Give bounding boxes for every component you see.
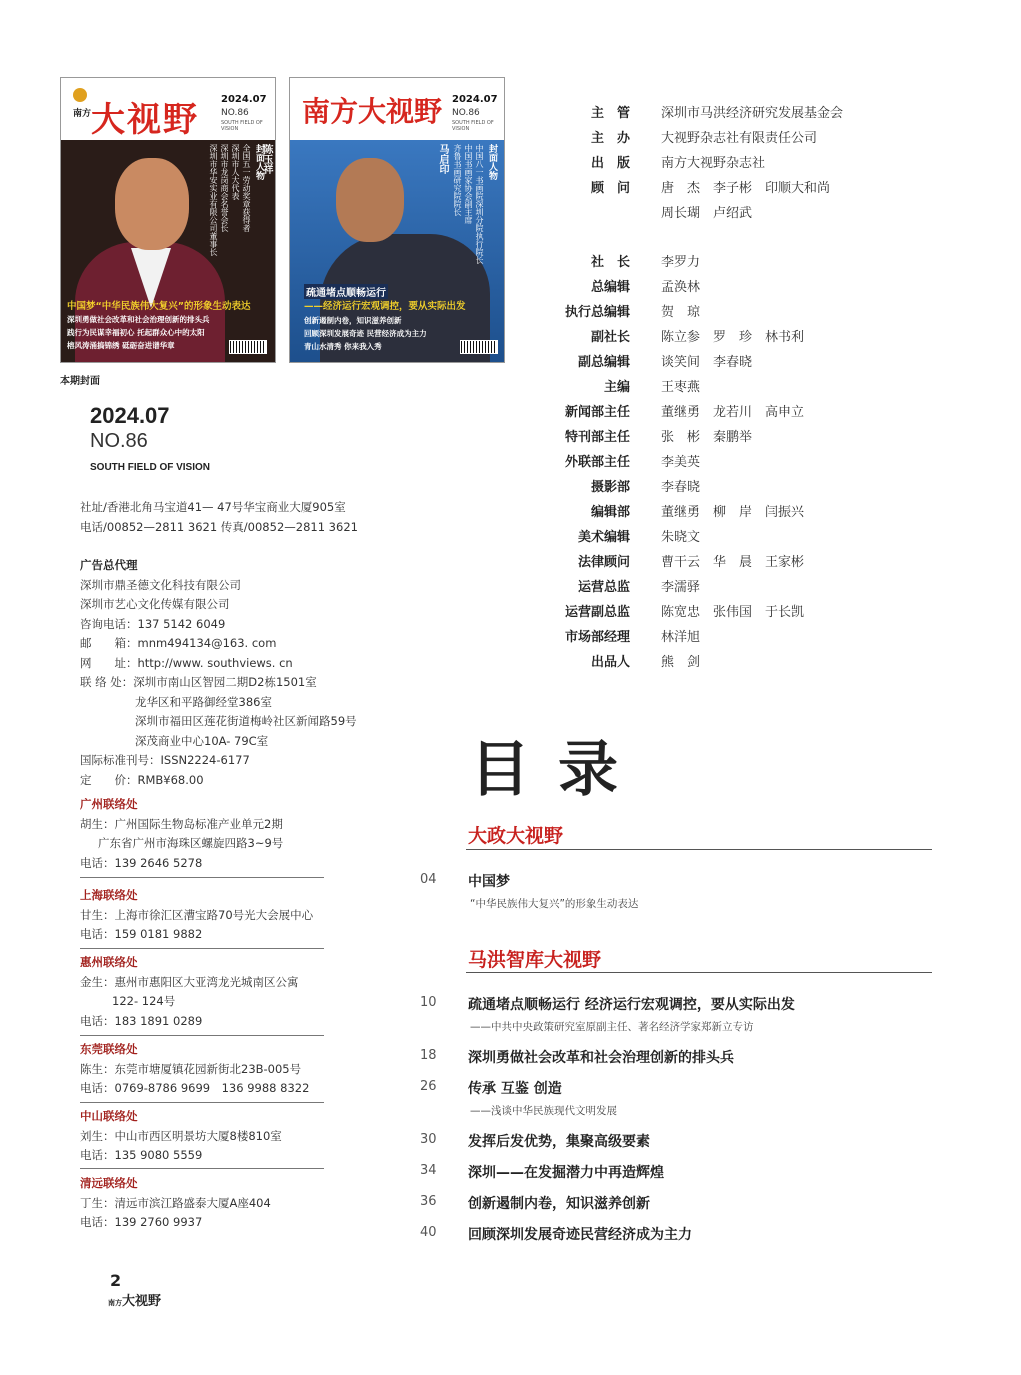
staff-names: 李濡驿 [661, 580, 701, 595]
staff-names: 李罗力 [661, 255, 701, 270]
toc-page-number: 30 [420, 1132, 437, 1147]
cover-side-line: 封面人物 [487, 144, 497, 180]
toc-item-subtitle: ——中共中央政策研究室原副主任、著名经济学家郑新立专访 [470, 1021, 754, 1033]
staff-names: 南方大视野杂志社 [661, 156, 766, 171]
staff-names: 孟涣林 [661, 280, 701, 295]
toc-item-title[interactable]: 疏通堵点顺畅运行 经济运行宏观调控，要从实际出发 [468, 997, 795, 1013]
branch-phone: 电话：159 0181 9882 [80, 927, 203, 941]
cover-headline: 疏通堵点顺畅运行 [304, 284, 388, 299]
divider [80, 877, 324, 878]
ads-line: 邮 箱：mnm494134@163. com [80, 636, 277, 650]
cover-side-line: 齐鲁书画研究院院长 [453, 144, 462, 216]
divider [80, 1035, 324, 1036]
staff-role: 主 办 [590, 131, 630, 146]
branch-title: 中山联络处 [80, 1109, 138, 1123]
staff-names: 朱晓文 [661, 530, 701, 545]
cover-side-line: 全国五一劳动奖章获得者 [242, 144, 251, 232]
cover-side-text [452, 144, 463, 216]
staff-role: 出品人 [590, 655, 630, 670]
staff-role: 执行总编辑 [564, 305, 630, 320]
cover-side-line: 封面人物 [254, 144, 264, 180]
divider [80, 948, 324, 949]
cover-headline: 中国梦“中华民族伟大复兴”的形象生动表达 [67, 301, 251, 312]
cover-line: 践行为民谋幸福初心 托起群众心中的太阳 [67, 328, 205, 337]
footer-logo-small: 南方 [108, 1298, 122, 1307]
branch-phone: 电话：139 2646 5278 [80, 855, 203, 870]
staff-role: 新闻部主任 [564, 405, 630, 420]
staff-names: 深圳市马洪经济研究发展基金会 [661, 106, 844, 121]
toc-item-title[interactable]: 深圳勇做社会改革和社会治理创新的排头兵 [468, 1050, 734, 1066]
divider [466, 849, 932, 850]
cover-side-line: 中国八一书画院深圳分院执行院长 [475, 144, 484, 264]
toc-title: 目录 [470, 735, 646, 805]
cover-side-text [219, 144, 230, 232]
staff-role: 顾 问 [590, 181, 630, 196]
cover-line: 深圳勇做社会改革和社会治理创新的排头兵 [67, 315, 210, 324]
staff-role: 特刊部主任 [564, 430, 630, 445]
ads-line: 国际标准刊号：ISSN2224-6177 [80, 753, 250, 767]
issue-date: 2024.07 [90, 403, 170, 428]
staff-role: 摄影部 [590, 480, 630, 495]
cover-person-name [261, 144, 272, 174]
staff-role: 外联部主任 [564, 455, 630, 470]
toc-item-title[interactable]: 发挥后发优势，集聚高级要素 [468, 1134, 650, 1150]
ads-line: 深圳市鼎圣德文化科技有限公司 [80, 577, 241, 592]
ads-line: 深圳市艺心文化传媒有限公司 [80, 597, 230, 611]
contact-address: 社址/香港北角马宝道41— 47号华宝商业大厦905室 [80, 500, 346, 514]
staff-role: 美术编辑 [577, 530, 630, 545]
branch-title: 上海联络处 [80, 888, 138, 902]
cover-side-text [474, 144, 485, 264]
cover-side-line: 深圳市龙岗商会名誉会长 [220, 144, 229, 232]
staff-names: 陈宽忠 张伟国 于长凯 [661, 605, 805, 620]
branch-shanghai [80, 886, 324, 945]
cover-side-text [463, 144, 474, 224]
toc-page-number: 40 [420, 1225, 437, 1240]
branch-title: 东莞联络处 [80, 1042, 138, 1056]
ads-line: 网 址：http://www. southviews. cn [80, 655, 293, 670]
issue-english-title: SOUTH FIELD OF VISION [90, 462, 211, 473]
branch-line: 广东省广州市海珠区螺旋四路3~9号 [98, 836, 284, 850]
cover-date: 2024.07 [221, 94, 267, 105]
portrait-head [115, 158, 189, 250]
branch-zhongshan [80, 1107, 324, 1166]
toc-item-title[interactable]: 回顾深圳发展奇迹民营经济成为主力 [468, 1227, 692, 1243]
staff-names: 谈笑间 李春晓 [661, 355, 753, 370]
cover-side-text [486, 144, 497, 180]
toc-section-head[interactable]: 马洪智库大视野 [468, 949, 602, 971]
toc-page-number: 36 [420, 1194, 437, 1209]
staff-role: 市场部经理 [564, 630, 630, 645]
cover-image-2[interactable] [289, 77, 505, 363]
barcode-icon [460, 340, 498, 354]
branch-line: 胡生：广州国际生物岛标准产业单元2期 [80, 816, 283, 831]
toc-item-subtitle: ——浅谈中华民族现代文明发展 [470, 1105, 617, 1117]
staff-role: 副总编辑 [577, 355, 630, 370]
ads-line: 深茂商业中心10A- 79C室 [135, 733, 269, 748]
staff-role: 运营总监 [577, 580, 630, 595]
branch-title: 清远联络处 [80, 1176, 138, 1190]
cover-subheadline: ——经济运行宏观调控，要从实际出发 [304, 301, 466, 312]
divider [466, 972, 932, 973]
staff-names: 李春晓 [661, 480, 701, 495]
ads-line: 联 络 处：深圳市南山区智园二期D2栋1501室 [80, 675, 317, 689]
cover-side-text [208, 144, 219, 256]
cover-logo: 大视野 [91, 100, 199, 140]
staff-names: 董继勇 柳 岸 闫振兴 [661, 505, 805, 520]
issue-number: NO.86 [90, 430, 148, 452]
staff-names: 董继勇 龙若川 高申立 [661, 405, 805, 420]
toc-section-head[interactable]: 大政大视野 [468, 825, 564, 847]
branch-huizhou [80, 953, 324, 1031]
branch-phone: 电话：0769-8786 9699 136 9988 8322 [80, 1081, 310, 1095]
staff-names: 曹干云 华 晨 王家彬 [661, 555, 805, 570]
toc-page-number: 18 [420, 1048, 437, 1063]
branch-line: 陈生：东莞市塘厦镇花园新街北23B-005号 [80, 1061, 302, 1076]
branch-phone: 电话：135 9080 5559 [80, 1148, 203, 1162]
divider [80, 1102, 324, 1103]
footer-logo [108, 1290, 161, 1309]
branch-guangzhou [80, 795, 324, 873]
ads-line: 龙华区和平路御经堂386室 [135, 694, 272, 709]
staff-role: 主编 [603, 380, 630, 395]
branch-phone: 电话：139 2760 9937 [80, 1215, 203, 1229]
contact-block [80, 498, 358, 537]
staff-names: 王枣燕 [661, 380, 701, 395]
staff-names: 张 彬 秦鹏举 [661, 430, 753, 445]
cover-issue-no: NO.86 [221, 108, 249, 118]
branch-phone: 电话：183 1891 0289 [80, 1013, 203, 1028]
cover-line: 创新遏制内卷，知识滋养创新 [304, 316, 402, 325]
staff-role: 总编辑 [590, 280, 630, 295]
cover-eng-title: SOUTH FIELD OF VISION [221, 120, 263, 132]
brand-mark-icon [73, 88, 87, 102]
cover-side-line: 深圳市人大代表 [231, 144, 240, 200]
staff-names: 周长瑚 卢绍武 [661, 206, 753, 221]
toc-item-subtitle: “中华民族伟大复兴”的形象生动表达 [470, 898, 639, 910]
branch-line: 丁生：清远市滨江路盛泰大厦A座404 [80, 1195, 271, 1210]
cover-line: 榕风涛涌搞锦绣 砥砺奋进谱华章 [67, 341, 175, 350]
staff-names: 林洋旭 [661, 630, 701, 645]
toc-item-title[interactable]: 传承 互鉴 创造 [468, 1081, 562, 1097]
cover-line: 回顾深圳发展奇迹 民营经济成为主力 [304, 329, 427, 338]
cover-side-text [230, 144, 241, 200]
cover-logo: 南方大视野 [302, 95, 443, 128]
toc-page-number: 26 [420, 1079, 437, 1094]
branch-line: 122- 124号 [112, 994, 176, 1008]
staff-role: 副社长 [590, 330, 630, 345]
cover-date: 2024.07 [452, 94, 498, 105]
staff-names: 大视野杂志社有限责任公司 [661, 131, 818, 146]
branch-qingyuan [80, 1174, 324, 1233]
ads-title: 广告总代理 [80, 558, 138, 572]
toc-page-number: 10 [420, 995, 437, 1010]
barcode-icon [229, 340, 267, 354]
page-number: 2 [110, 1271, 122, 1290]
cover-person-name-text: 陈玉祥 [261, 144, 272, 174]
cover-image-1[interactable] [60, 77, 276, 363]
ads-line: 定 价：RMB¥68.00 [80, 772, 204, 787]
contact-phone: 电话/00852—2811 3621 传真/00852—2811 3621 [80, 519, 358, 534]
ads-line: 深圳市福田区莲花街道梅岭社区新闻路59号 [135, 714, 357, 728]
divider [80, 1168, 324, 1169]
cover-caption: 本期封面 [60, 376, 100, 387]
cover-side-line: 中国书画家协会副主席 [464, 144, 473, 224]
toc-item-title[interactable]: 中国梦 [468, 874, 510, 890]
staff-names: 贺 琼 [661, 305, 701, 320]
staff-role: 法律顾问 [577, 555, 630, 570]
cover-masthead [61, 78, 275, 140]
ads-block [80, 556, 357, 790]
ads-line: 咨询电话：137 5142 6049 [80, 616, 226, 631]
footer-logo-text: 大视野 [122, 1294, 162, 1309]
toc-page-number: 04 [420, 872, 437, 887]
branch-title: 广州联络处 [80, 797, 138, 811]
toc-item-title[interactable]: 创新遏制内卷，知识滋养创新 [468, 1196, 650, 1212]
cover-person-name-text: 马启印 [437, 144, 448, 174]
cover-side-line: 深圳市华安实业有限公司董事长 [209, 144, 218, 256]
staff-role: 主 管 [590, 106, 630, 121]
cover-side-text [241, 144, 252, 232]
cover-eng-title: SOUTH FIELD OF VISION [452, 120, 494, 132]
staff-names: 李美英 [661, 455, 701, 470]
toc-page-number: 34 [420, 1163, 437, 1178]
toc-item-title[interactable]: 深圳——在发掘潜力中再造辉煌 [468, 1165, 664, 1181]
cover-issue-no: NO.86 [452, 108, 480, 118]
staff-role: 运营副总监 [564, 605, 630, 620]
cover-line: 青山水清秀 你来我入秀 [304, 342, 382, 351]
branch-dongguan [80, 1040, 324, 1099]
cover-masthead [290, 78, 504, 140]
staff-role: 编辑部 [590, 505, 630, 520]
staff-names: 熊 剑 [661, 655, 701, 670]
staff-names: 陈立参 罗 珍 林书利 [661, 330, 805, 345]
staff-role: 出 版 [590, 156, 630, 171]
branch-line: 刘生：中山市西区明景坊大厦8楼810室 [80, 1128, 282, 1143]
staff-role: 社 长 [590, 255, 630, 270]
brand-mark-label: 南方 [73, 109, 92, 119]
staff-names: 唐 杰 李子彬 印顺大和尚 [661, 181, 831, 196]
branch-line: 金生：惠州市惠阳区大亚湾龙光城南区公寓 [80, 974, 299, 989]
cover-person-name [437, 144, 448, 174]
portrait-head [336, 158, 404, 242]
branch-line: 甘生：上海市徐汇区漕宝路70号光大会展中心 [80, 907, 314, 922]
branch-title: 惠州联络处 [80, 955, 138, 969]
